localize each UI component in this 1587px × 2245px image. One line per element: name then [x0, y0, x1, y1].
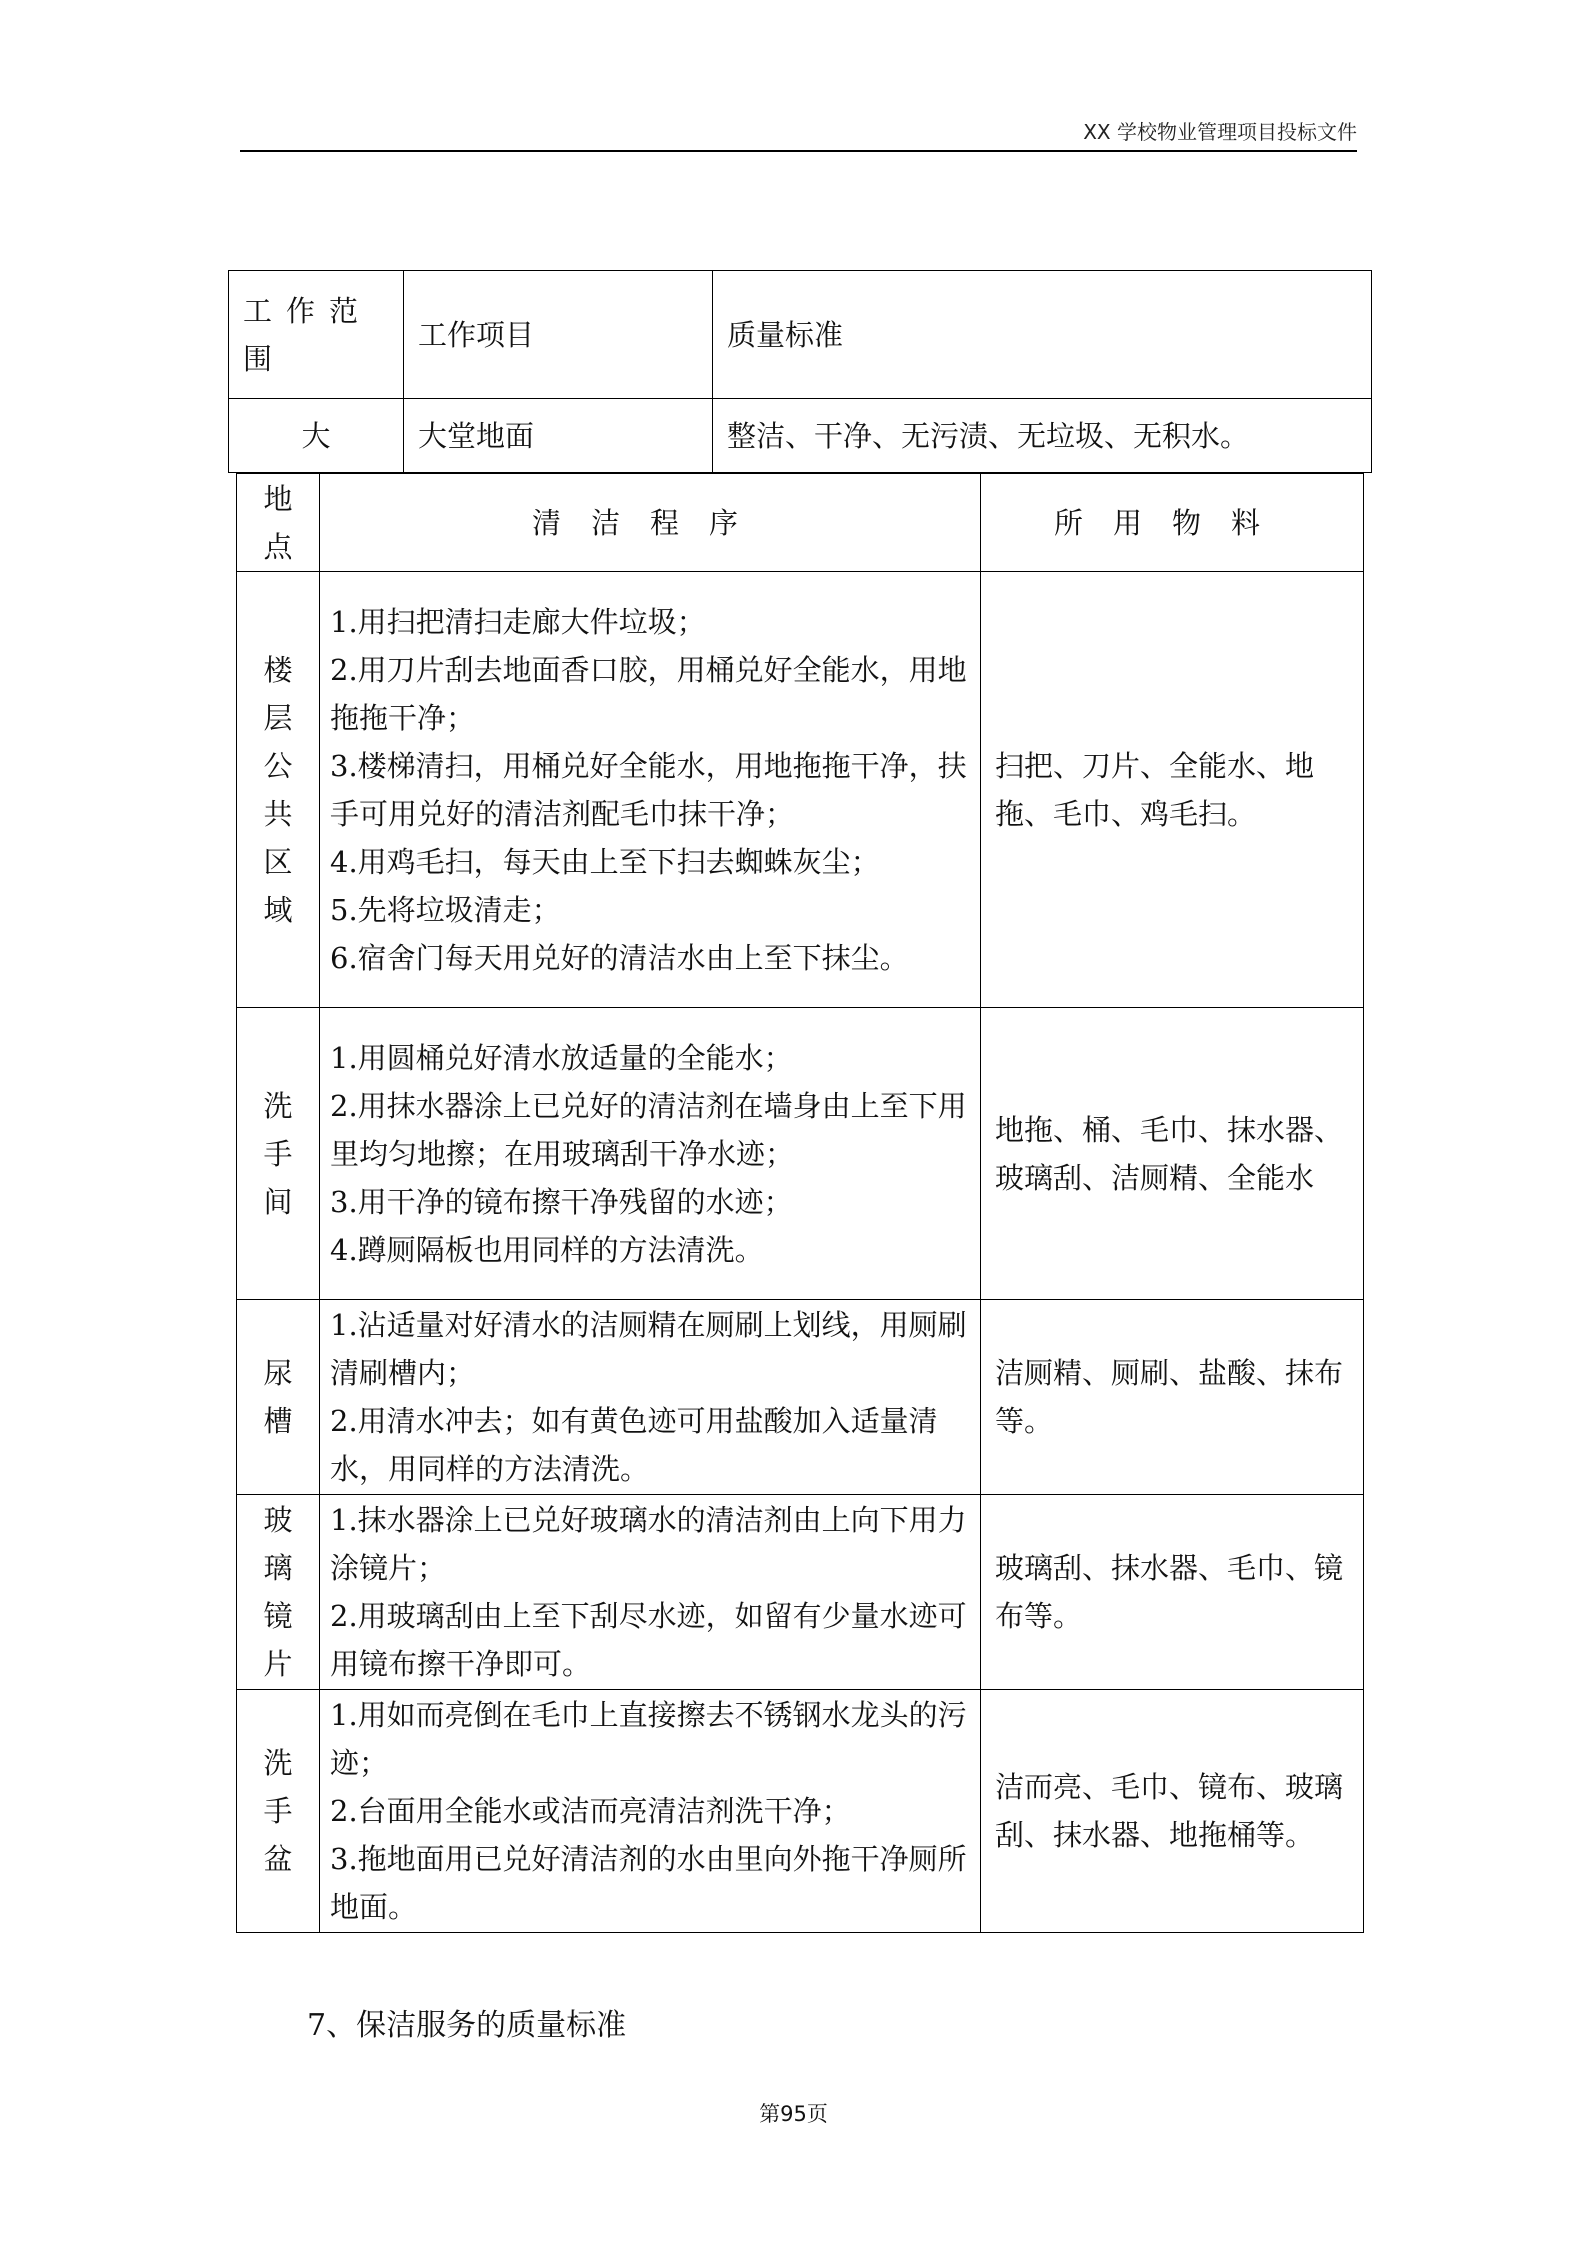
materials-cell: 地拖、桶、毛巾、抹水器、玻璃刮、洁厕精、全能水: [981, 1008, 1364, 1300]
location-cell: 楼层公共区域: [237, 572, 320, 1008]
table-header-row: [229, 271, 1372, 399]
procedure-step: 2.用清水冲去；如有黄色迹可用盐酸加入适量清水，用同样的方法清洗。: [330, 1404, 938, 1486]
materials-cell: 玻璃刮、抹水器、毛巾、镜布等。: [981, 1495, 1364, 1690]
work-scope-table: [228, 270, 1372, 473]
table-row: [237, 1495, 1364, 1690]
procedure-step: 3.拖地面用已兑好清洁剂的水由里向外拖干净厕所地面。: [330, 1842, 967, 1924]
table-row: [237, 1300, 1364, 1495]
procedure-step: 1.用圆桶兑好清水放适量的全能水；: [330, 1040, 793, 1075]
document-header-title: XX 学校物业管理项目投标文件: [1083, 120, 1357, 144]
procedure-step: 3.用干净的镜布擦干净残留的水迹；: [330, 1184, 793, 1219]
location-cell: 玻璃镜片: [237, 1495, 320, 1690]
procedure-cell: [320, 1008, 981, 1300]
section-heading: 7、保洁服务的质量标准: [307, 2008, 627, 2043]
procedure-step: 2.用刀片刮去地面香口胶，用桶兑好全能水，用地拖拖干净；: [330, 652, 967, 735]
table-row: [237, 1008, 1364, 1300]
procedure-step: 1.抹水器涂上已兑好玻璃水的清洁剂由上向下用力涂镜片；: [330, 1503, 967, 1585]
procedure-step: 5.先将垃圾清走；: [330, 892, 561, 927]
quality-standard-header: 质量标准: [713, 271, 1372, 399]
procedure-cell: [320, 1690, 981, 1933]
table-row: [237, 1690, 1364, 1933]
quality-standard-cell: 整洁、干净、无污渍、无垃圾、无积水。: [713, 399, 1372, 473]
procedure-header: 清洁程序: [320, 474, 981, 572]
materials-header: 所用物料: [981, 474, 1364, 572]
procedure-step: 1.用如而亮倒在毛巾上直接擦去不锈钢水龙头的污迹；: [330, 1698, 967, 1780]
procedure-step: 2.用玻璃刮由上至下刮尽水迹，如留有少量水迹可用镜布擦干净即可。: [330, 1599, 967, 1681]
location-cell: 尿槽: [237, 1300, 320, 1495]
procedure-step: 2.台面用全能水或洁而亮清洁剂洗干净；: [330, 1794, 851, 1828]
work-scope-header: 工作范围: [229, 271, 404, 399]
materials-cell: 扫把、刀片、全能水、地拖、毛巾、鸡毛扫。: [981, 572, 1364, 1008]
table-row: [229, 399, 1372, 473]
procedure-cell: [320, 1495, 981, 1690]
location-header: 地点: [237, 474, 320, 572]
work-item-cell: 大堂地面: [404, 399, 713, 473]
procedure-step: 2.用抹水器涂上已兑好的清洁剂在墙身由上至下用里均匀地擦；在用玻璃刮干净水迹；: [330, 1088, 967, 1171]
table-row: [237, 572, 1364, 1008]
materials-cell: 洁厕精、厕刷、盐酸、抹布等。: [981, 1300, 1364, 1495]
procedure-cell: [320, 1300, 981, 1495]
materials-cell: 洁而亮、毛巾、镜布、玻璃刮、抹水器、地拖桶等。: [981, 1690, 1364, 1933]
cleaning-procedure-table: [236, 473, 1364, 1933]
procedure-step: 4.用鸡毛扫，每天由上至下扫去蜘蛛灰尘；: [330, 844, 880, 879]
procedure-step: 4.蹲厕隔板也用同样的方法清洗。: [330, 1232, 764, 1267]
header-rule: [240, 150, 1357, 152]
procedure-cell: [320, 572, 981, 1008]
work-scope-cell: 大: [229, 399, 404, 473]
location-cell: 洗手间: [237, 1008, 320, 1300]
location-cell: 洗手盆: [237, 1690, 320, 1933]
procedure-step: 6.宿舍门每天用兑好的清洁水由上至下抹尘。: [330, 940, 909, 975]
work-item-header: 工作项目: [404, 271, 713, 399]
page-number: 第95页: [759, 2102, 828, 2126]
table-header-row: [237, 474, 1364, 572]
procedure-step: 1.用扫把清扫走廊大件垃圾；: [330, 604, 706, 639]
procedure-step: 1.沾适量对好清水的洁厕精在厕刷上划线，用厕刷清刷槽内；: [330, 1308, 967, 1390]
procedure-step: 3.楼梯清扫，用桶兑好全能水，用地拖拖干净，扶手可用兑好的清洁剂配毛巾抹干净；: [330, 748, 967, 831]
